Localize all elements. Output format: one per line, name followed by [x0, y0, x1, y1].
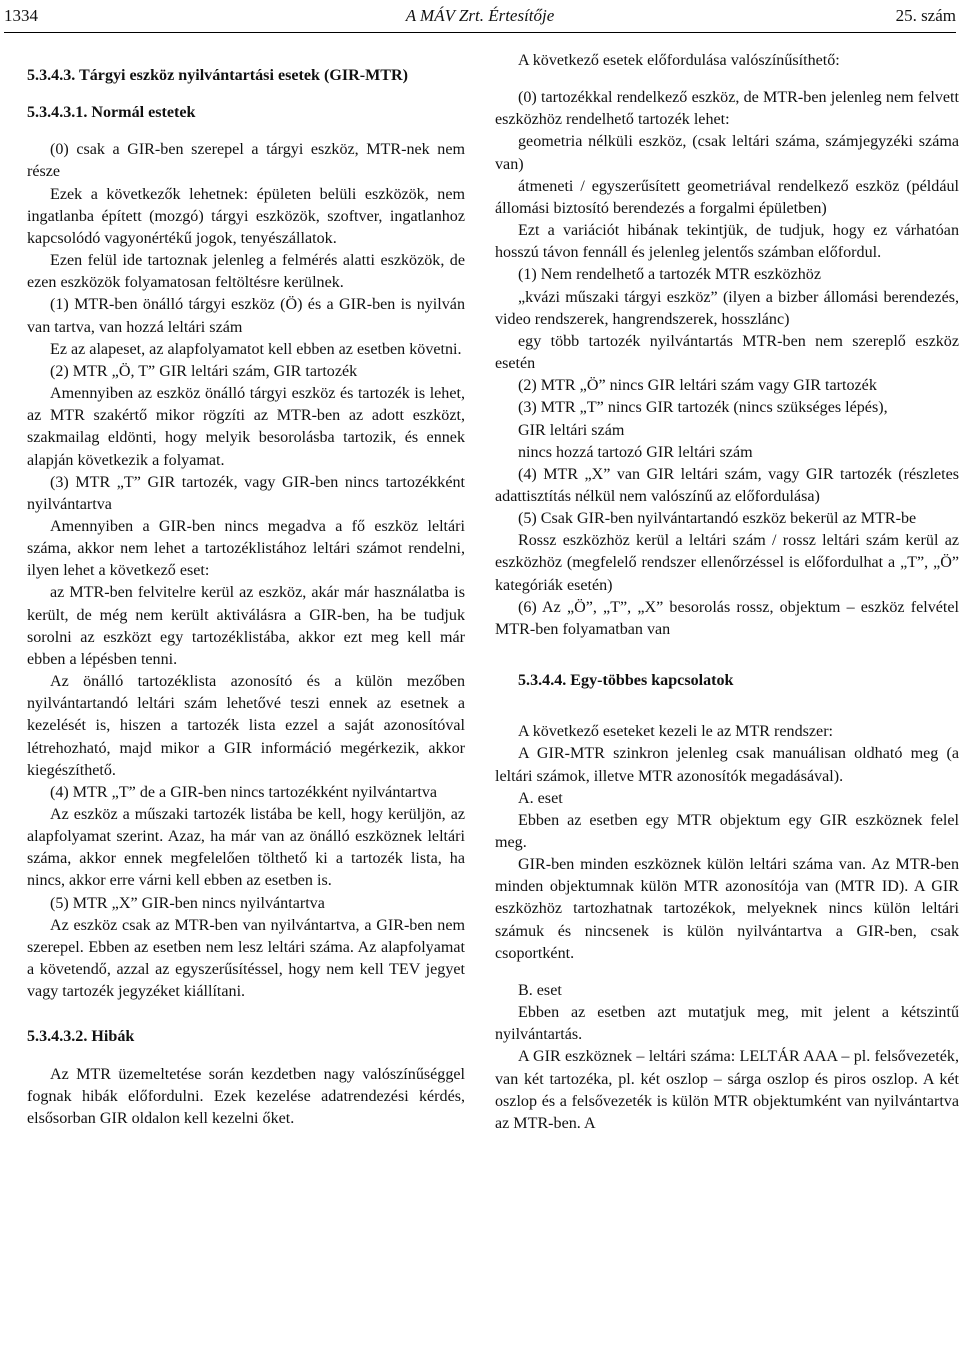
- paragraph: (4) MTR „T” de a GIR-ben nincs tartozékként nyilvántartva: [50, 783, 438, 801]
- journal-title: A MÁV Zrt. Értesítője: [405, 6, 555, 25]
- paragraph: (1) Nem rendelhető a tartozék MTR eszközhöz: [518, 266, 821, 284]
- paragraph: Amennyiben a GIR-ben nincs megadva a fő eszköz leltári száma, akkor nem lehet a tartozéklistához leltári számot rendelni, ilyen lehet a következő eset:: [27, 517, 465, 580]
- paragraph: Ezek a következők lehetnek: épületen belüli eszközök, nem ingatlanba épített (mozgó) tárgyi eszközök, szoftver, ingatlanhoz kapcsolódó vagyonértékű jogok, tenyészállatok.: [27, 185, 465, 247]
- paragraph: „kvázi műszaki tárgyi eszköz” (ilyen a bizber állomási berendezés, video rendszerek, hangrendszerek, hosszlánc): [495, 288, 959, 328]
- paragraph: (0) tartozékkal rendelkező eszköz, de MTR-ben jelenleg nem felvett eszközhöz rendelhető tartozék lehet:: [495, 89, 959, 129]
- paragraph: Ez az alapeset, az alapfolyamatot kell ebben az esetben követni.: [50, 340, 462, 358]
- paragraph: (5) Csak GIR-ben nyilvántartandó eszköz bekerül az MTR-be: [518, 510, 917, 528]
- paragraph: (2) MTR „Ö, T” GIR leltári szám, GIR tartozék: [50, 362, 358, 380]
- paragraph: Az eszköz csak az MTR-ben van nyilvántartva, a GIR-ben nem szerepel. Ebben az esetben nem lesz leltári száma. Az alapfolyamat a követendő, azzal az egyszerűsítéssel, hogy nem kell TEV jegyet vagy tartozék jegyzéket kiállítani.: [27, 916, 465, 1001]
- paragraph: egy több tartozék nyilvántartás MTR-ben nem szereplő eszköz esetén: [495, 332, 959, 373]
- paragraph: (3) MTR „T” nincs GIR tartozék (nincs szükséges lépés),: [518, 399, 888, 417]
- paragraph: A következő eseteket kezeli le az MTR rendszer:: [518, 723, 834, 741]
- paragraph: (4) MTR „X” van GIR leltári szám, vagy GIR tartozék (részletes adattisztítás nélkül nem valószínű az előfordulása): [495, 465, 959, 505]
- paragraph: nincs hozzá tartozó GIR leltári szám: [518, 443, 753, 461]
- paragraph: Ebben az esetben egy MTR objektum egy GIR eszköznek felel meg.: [495, 811, 959, 851]
- paragraph: B. eset: [518, 981, 562, 999]
- subsection-heading: 5.3.4.3.2. Hibák: [27, 1028, 135, 1046]
- paragraph: (3) MTR „T” GIR tartozék, vagy GIR-ben nincs tartozékként nyilvántartva: [27, 473, 465, 513]
- paragraph: (2) MTR „Ö” nincs GIR leltári szám vagy GIR tartozék: [518, 377, 877, 395]
- paragraph: geometria nélküli eszköz, (csak leltári száma, számjegyzéki száma van): [495, 133, 959, 173]
- paragraph: Rossz eszközhöz kerül a leltári szám / rossz leltári szám kerül az eszközhöz (megfelelő rendszer ellenőrzéssel is előfordulhat a „T”, „Ö” kategóriák esetén): [495, 532, 959, 594]
- paragraph: Az önálló tartozéklista azonosító és a külön mezőben nyilvántartandó leltári szám lehetővé teszi ennek az esetnek a kezelését is, hiszen a tartozék lista ezzel a saját azonosítóval létrehozható, majd mikor a GIR információ megérkezik, akkor kiegészíthető.: [27, 673, 465, 779]
- paragraph: Az eszköz a műszaki tartozék listába be kell, hogy kerüljön, az alapfolyamat szerint. Azaz, ha már van az önálló eszköznek leltári száma, akkor ennek megfelelően tölthető ki a tartozék lista, ha nincs, akkor erre várni kell ebben az esetben is.: [27, 806, 465, 890]
- paragraph: (6) Az „Ö”, „T”, „X” besorolás rossz, objektum – eszköz felvétel MTR-ben folyamatban van: [495, 598, 959, 638]
- paragraph: átmeneti / egyszerűsített geometriával rendelkező eszköz (például állomási biztosító berendezés a forgalmi épületben): [495, 177, 959, 217]
- paragraph: (0) csak a GIR-ben szerepel a tárgyi eszköz, MTR-nek nem része: [27, 141, 465, 181]
- paragraph: A GIR eszköznek – leltári száma: LELTÁR AAA – pl. felsővezeték, van két tartozéka, pl. két oszlop – sárga oszlop és piros oszlop. A két oszlop és a felsővezeték is külön MTR objektumként van nyilvántartva az MTR-ben. A: [495, 1048, 959, 1132]
- paragraph: A következő esetek előfordulása valószínűsíthető:: [518, 52, 840, 69]
- paragraph: Ezt a variációt hibának tekintjük, de tudjuk, hogy ez várhatóan hosszú távon fennáll és jelenleg jelentős számban előfordul.: [495, 222, 959, 262]
- paragraph: Ezen felül ide tartoznak jelenleg a felmérés alatti eszközök, de ezen eszközök folyamatosan feltöltésre kerülnek.: [27, 252, 465, 292]
- page-number: 1334: [4, 6, 38, 25]
- issue-number: 25. szám: [895, 6, 956, 25]
- right-column: [495, 50, 959, 1135]
- paragraph: A. eset: [518, 789, 563, 807]
- paragraph: GIR leltári szám: [518, 421, 625, 439]
- paragraph: GIR-ben minden eszköznek külön leltári száma van. Az MTR-ben minden objektumnak külön MTR azonosítója van (MTR ID). A GIR eszközhöz tartozhatnak tartozékok, melyeknek nincs külön leltári számuk és nincsenek is külön nyilvántartva a GIR-ben, csak csoportként.: [495, 856, 959, 962]
- paragraph: az MTR-ben felvitelre kerül az eszköz, akár már használatba is került, de még nem került aktiválásra a GIR-ben, ha be tudjuk sorolni az eszközt egy tartozéklistába, akkor ezt meg kell már ebben a lépésben tenni.: [27, 584, 465, 668]
- left-column: [27, 50, 465, 1130]
- paragraph: Amennyiben az eszköz önálló tárgyi eszköz és tartozék is lehet, az MTR szakértő mikor rögzíti az MTR-ben az adott eszközt, szakmailag eldönti, hogy melyik besorolásba tartozik, és ennek alapján következik a folyamat.: [27, 385, 465, 469]
- paragraph: A GIR-MTR szinkron jelenleg csak manuálisan oldható meg (a leltári számok, illetve MTR azonosítók megadásával).: [495, 745, 959, 785]
- paragraph: (1) MTR-ben önálló tárgyi eszköz (Ö) és a GIR-ben is nyilván van tartva, van hozzá leltári szám: [27, 296, 465, 336]
- section-heading: 5.3.4.4. Egy-többes kapcsolatok: [518, 672, 734, 690]
- paragraph: Ebben az esetben azt mutatjuk meg, mit jelent a kétszintű nyilvántartás.: [495, 1004, 959, 1044]
- subsection-heading: 5.3.4.3.1. Normál estetek: [27, 104, 196, 122]
- page-header: [4, 4, 956, 34]
- paragraph: Az MTR üzemeltetése során kezdetben nagy valószínűséggel fognak hibák előfordulni. Ezek kezelése adatrendezési kérdés, elsősorban GIR oldalon kell kezelni őket.: [27, 1065, 465, 1127]
- header-rule: [4, 32, 956, 33]
- paragraph: (5) MTR „X” GIR-ben nincs nyilvántartva: [50, 894, 325, 912]
- section-heading: 5.3.4.3. Tárgyi eszköz nyilvántartási esetek (GIR-MTR): [27, 67, 408, 84]
